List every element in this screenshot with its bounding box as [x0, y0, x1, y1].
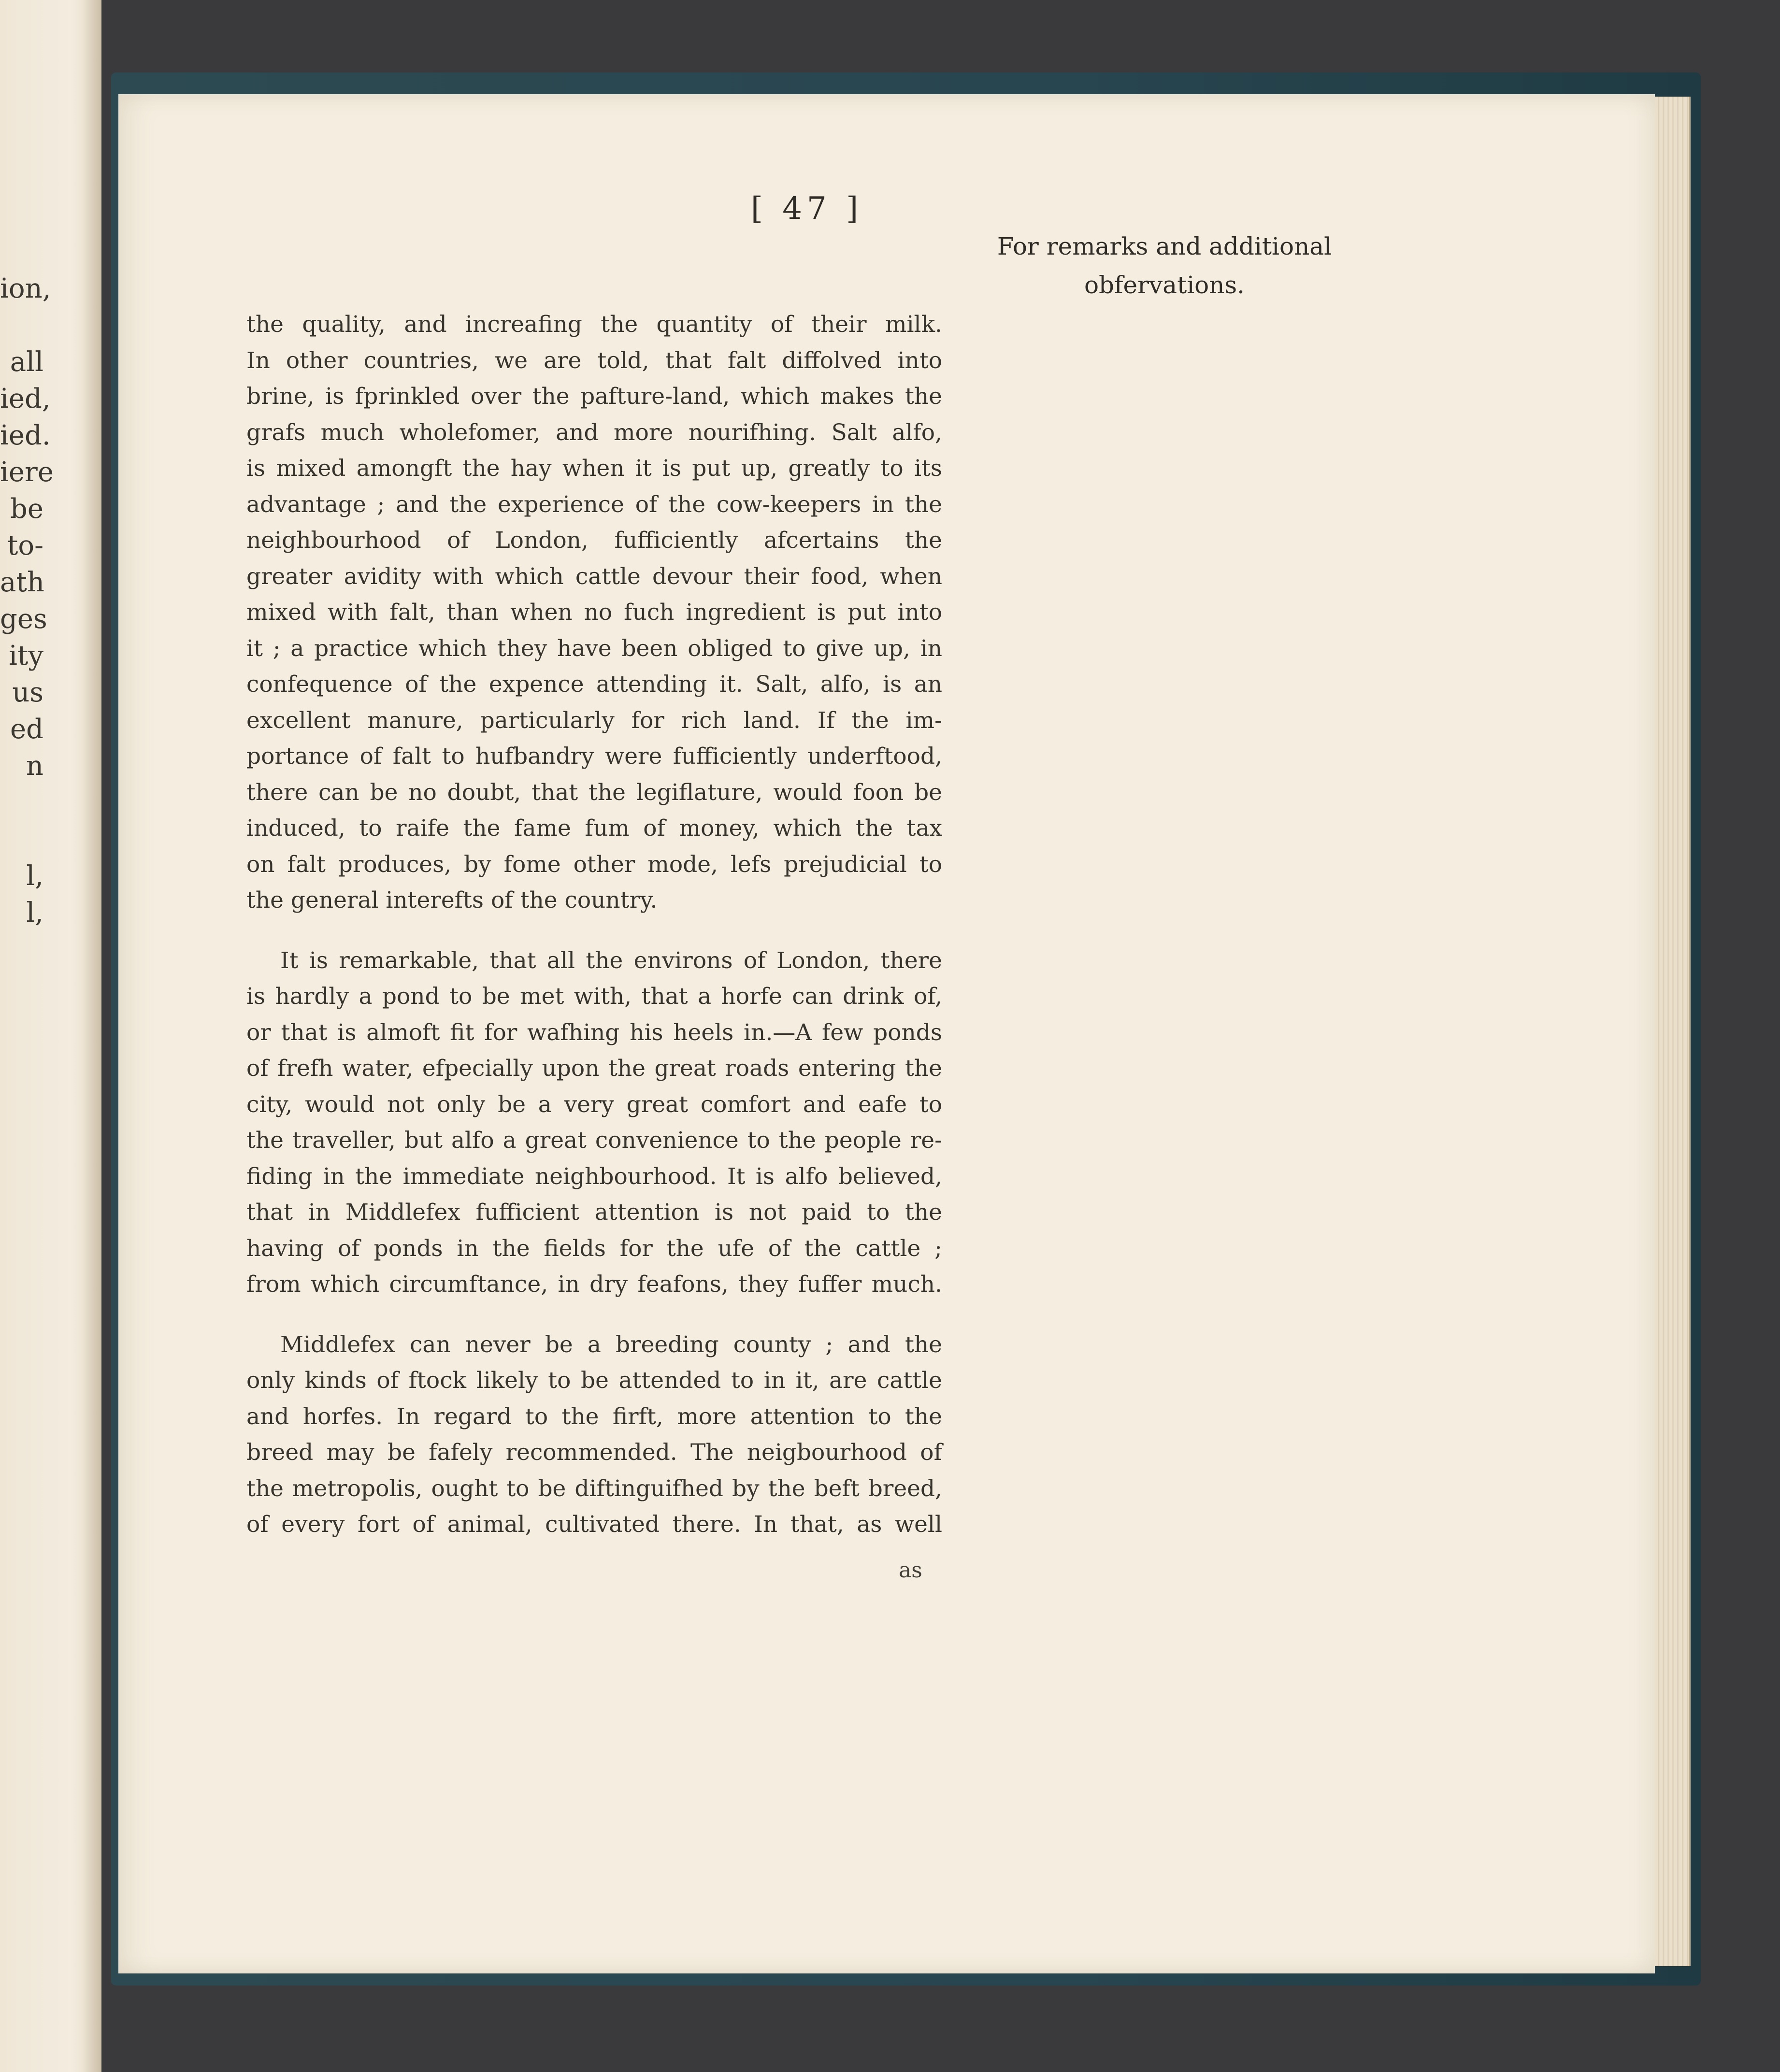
- text-line: from which circumftance, in dry feafons, they fuffer much.: [246, 1271, 942, 1298]
- text-line: neighbourhood of London, fufficiently afcertains the: [246, 527, 942, 554]
- text-line: brine, is fprinkled over the pafture-land, which makes the: [246, 383, 942, 410]
- text-line: fiding in the immediate neighbourhood. It is alfo believed,: [246, 1163, 942, 1190]
- paragraph-1: [246, 307, 942, 919]
- left-fragment: ges: [0, 603, 47, 635]
- text-line: and horfes. In regard to the firft, more attention to the: [246, 1403, 942, 1430]
- left-fragment: be: [10, 493, 43, 525]
- text-line: grafs much wholefomer, and more nourifhing. Salt alfo,: [246, 419, 942, 446]
- text-line: the metropolis, ought to be diftinguifhed by the beft breed,: [246, 1475, 942, 1502]
- left-fragment: l,: [26, 897, 43, 929]
- text-line: having of ponds in the fields for the ufe of the cattle ;: [246, 1235, 942, 1262]
- left-fragment: ion,: [0, 273, 51, 304]
- left-fragment: ed: [10, 714, 43, 745]
- page-gutter-shadow: [82, 0, 101, 2072]
- text-line: or that is almoft fit for wafhing his heels in.—A few ponds: [246, 1019, 942, 1046]
- margin-note: [981, 227, 1348, 304]
- left-fragment: [0, 785, 43, 821]
- page-number: [ 47 ]: [750, 191, 863, 227]
- catchword: as: [899, 1558, 922, 1583]
- text-line: advantage ; and the experience of the cow-keepers in the: [246, 491, 942, 518]
- text-line: breed may be fafely recommended. The neigbourhood of: [246, 1439, 942, 1466]
- text-line: only kinds of ftock likely to be attended to in it, are cattle: [246, 1367, 942, 1394]
- left-fragment: ity: [8, 640, 43, 672]
- margin-note-line: obfervations.: [1084, 271, 1245, 299]
- text-line: induced, to raife the fame fum of money, which the tax: [246, 815, 942, 842]
- paragraph-3: [246, 1327, 942, 1543]
- left-page-text-fragments: [0, 271, 54, 931]
- text-line: the traveller, but alfo a great convenience to the people re-: [246, 1127, 942, 1154]
- left-fragment: ath: [0, 567, 44, 598]
- text-line: on falt produces, by fome other mode, lefs prejudicial to: [246, 851, 942, 878]
- text-line: greater avidity with which cattle devour their food, when: [246, 563, 942, 590]
- left-fragment: [0, 307, 43, 344]
- left-fragment: iere: [0, 457, 54, 488]
- text-line: Middlefex can never be a breeding county ; and the: [280, 1331, 942, 1358]
- left-fragment: to-: [7, 530, 43, 561]
- text-line: of frefh water, efpecially upon the great roads entering the: [246, 1055, 942, 1082]
- text-line: excellent manure, particularly for rich land. If the im-: [246, 707, 942, 734]
- left-fragment: n: [26, 750, 43, 782]
- text-line: In other countries, we are told, that falt diffolved into: [246, 347, 942, 374]
- text-line: the general interefts of the country.: [246, 887, 658, 914]
- left-facing-page: [0, 0, 101, 2072]
- left-fragment: ied,: [0, 383, 51, 414]
- page-block-edge: [1655, 97, 1691, 1966]
- body-text: [246, 307, 942, 1543]
- text-line: there can be no doubt, that the legiflature, would foon be: [246, 779, 942, 806]
- text-line: it ; a practice which they have been obliged to give up, in: [246, 635, 942, 662]
- text-line: the quality, and increafing the quantity of their milk.: [246, 311, 942, 338]
- left-fragment: all: [10, 346, 43, 378]
- left-fragment: [0, 821, 43, 858]
- left-fragment: l,: [26, 860, 43, 892]
- text-line: It is remarkable, that all the environs of London, there: [280, 947, 942, 974]
- text-line: mixed with falt, than when no fuch ingredient is put into: [246, 599, 942, 626]
- left-fragment: us: [12, 677, 43, 708]
- text-line: city, would not only be a very great comfort and eafe to: [246, 1091, 942, 1118]
- paragraph-2: [246, 943, 942, 1303]
- text-line: confequence of the expence attending it. Salt, alfo, is an: [246, 671, 942, 698]
- text-line: of every fort of animal, cultivated there. In that, as well: [246, 1511, 942, 1538]
- text-line: that in Middlefex fufficient attention is not paid to the: [246, 1199, 942, 1226]
- text-line: portance of falt to hufbandry were fufficiently underftood,: [246, 743, 942, 770]
- text-line: is hardly a pond to be met with, that a horfe can drink of,: [246, 983, 942, 1010]
- margin-note-line: For remarks and additional: [997, 232, 1332, 260]
- left-fragment: ied.: [0, 420, 51, 451]
- text-line: is mixed amongft the hay when it is put up, greatly to its: [246, 455, 942, 482]
